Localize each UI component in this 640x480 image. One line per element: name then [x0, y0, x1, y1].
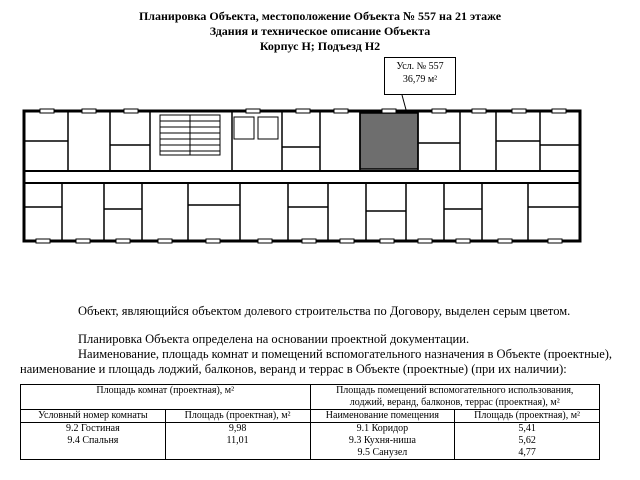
room-cell: 9.2 Гостиная: [21, 423, 166, 436]
room-area-cell: 11,01: [165, 435, 310, 447]
bottom-partitions: [24, 183, 580, 241]
area-table: [20, 384, 600, 460]
table-row: [21, 435, 600, 447]
highlighted-unit: [360, 113, 418, 169]
aux-area-cell: 5,41: [455, 423, 600, 436]
aux-area-cell: 4,77: [455, 447, 600, 460]
top-partitions: [24, 111, 580, 171]
aux-cell: 9.1 Коридор: [310, 423, 455, 436]
unit-area-label: 36,79 м²: [402, 74, 438, 85]
description-paragraph-line2: наименование и площадь лоджий, балконов, веранд и террас в Объекте (проектные) (при их наличии):: [20, 362, 567, 376]
building-section-label: Корпус Н; Подъезд Н2: [259, 39, 381, 53]
page-title: Планировка Объекта, местоположение Объекта № 557 на 21 этаже: [138, 9, 502, 23]
room-area-cell: 9,98: [165, 423, 310, 436]
col-room-area: Площадь (проектная), м²: [165, 410, 310, 423]
description-paragraph-line1: Наименование, площадь комнат и помещений вспомогательного назначения в Объекте (проектные),: [78, 347, 613, 361]
unit-callout: [384, 57, 456, 95]
room-area-cell: [165, 447, 310, 460]
aux-cell: 9.5 Санузел: [310, 447, 455, 460]
col-aux-area: Площадь (проектная), м²: [455, 410, 600, 423]
table-row: [21, 423, 600, 436]
col-aux-name: Наименование помещения: [310, 410, 455, 423]
aux-group-header-line1: Площадь помещений вспомогательного использования,: [336, 385, 574, 396]
basis-paragraph: Планировка Объекта определена на основании проектной документации.: [78, 332, 470, 346]
page-subtitle: Здания и техническое описание Объекта: [209, 24, 431, 38]
windows: [36, 109, 566, 243]
aux-area-cell: 5,62: [455, 435, 600, 447]
room-cell: [21, 447, 166, 460]
stair-core: [160, 115, 278, 155]
aux-group-header-line2: лоджий, веранд, балконов, террас (проектная), м²: [349, 397, 560, 408]
col-room-number: Условный номер комнаты: [21, 410, 166, 423]
unit-number-label: Усл. № 557: [396, 61, 444, 72]
intro-paragraph: Объект, являющийся объектом долевого строительства по Договору, выделен серым цветом.: [78, 304, 571, 318]
table-row: [21, 447, 600, 460]
aux-group-header: [310, 385, 600, 410]
rooms-group-header: Площадь комнат (проектная), м²: [21, 385, 311, 410]
floor-plan: [20, 95, 600, 245]
room-cell: 9.4 Спальня: [21, 435, 166, 447]
aux-cell: 9.3 Кухня-ниша: [310, 435, 455, 447]
